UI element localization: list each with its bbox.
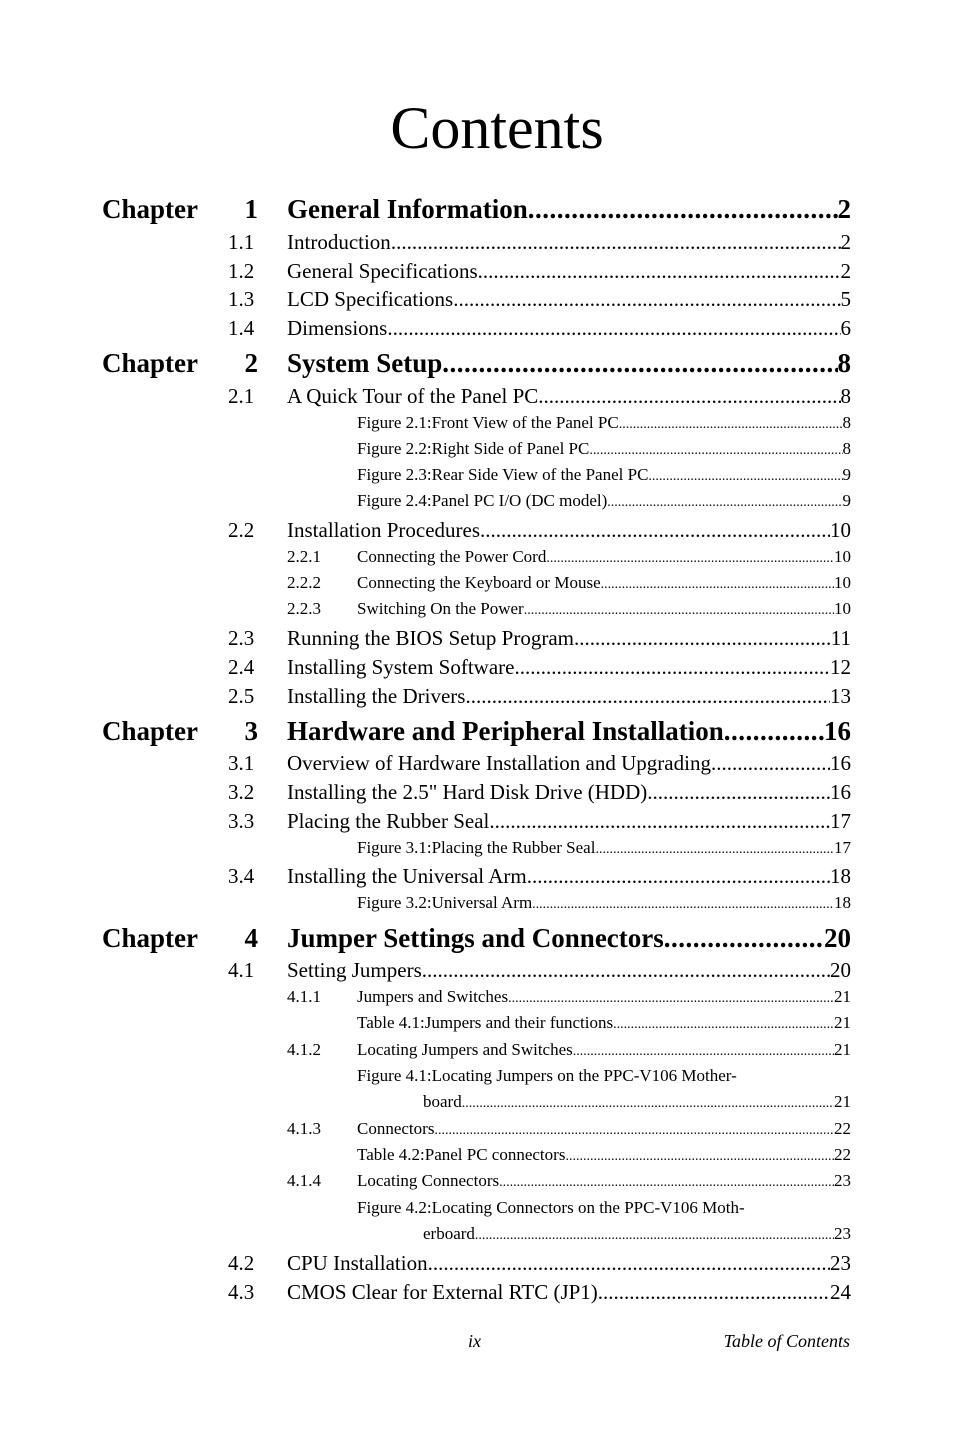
toc-title: Figure 2.3:Rear Side View of the Panel PC (357, 465, 649, 484)
toc-page: 2 (837, 194, 851, 224)
toc-title: Setting Jumpers (287, 958, 422, 982)
toc-section-1-3[interactable] (287, 286, 851, 312)
toc-page: 9 (842, 465, 851, 484)
toc-title: Table 4.2:Panel PC connectors (357, 1145, 566, 1164)
toc-page: 21 (834, 1040, 851, 1059)
toc-table-4-2[interactable] (357, 1144, 851, 1168)
chapter-label: Chapter (102, 923, 198, 953)
toc-figure-3-1[interactable] (357, 837, 851, 861)
toc-section-2-1[interactable] (287, 383, 851, 409)
toc-page: 5 (840, 287, 851, 311)
toc-page: 12 (830, 655, 851, 679)
toc-title: LCD Specifications (287, 287, 454, 311)
toc-title: board (423, 1092, 462, 1111)
toc-title: Overview of Hardware Installation and Upgrading (287, 751, 711, 775)
subsection-number: 2.2.1 (287, 547, 321, 566)
toc-title: Figure 2.4:Panel PC I/O (DC model) (357, 491, 608, 510)
section-number: 2.5 (228, 684, 255, 708)
toc-section-1-4[interactable] (287, 315, 851, 341)
toc-page: 23 (834, 1224, 851, 1243)
toc-section-1-2[interactable] (287, 258, 851, 284)
section-number: 3.4 (228, 864, 255, 888)
toc-title: Connectors (357, 1119, 435, 1138)
toc-title: Running the BIOS Setup Program (287, 626, 574, 650)
toc-title: Switching On the Power (357, 599, 524, 618)
toc-page: 22 (834, 1145, 851, 1164)
toc-title: Figure 2.1:Front View of the Panel PC (357, 413, 619, 432)
toc-figure-2-3[interactable] (357, 464, 851, 488)
section-number: 3.3 (228, 809, 255, 833)
section-number: 1.3 (228, 287, 255, 311)
toc-page: 23 (834, 1171, 851, 1190)
toc-section-2-3[interactable] (287, 625, 851, 651)
toc-section-4-1[interactable] (287, 957, 851, 983)
toc-page: 10 (834, 573, 851, 592)
toc-title: Placing the Rubber Seal (287, 809, 490, 833)
toc-page: 11 (830, 626, 851, 650)
toc-figure-4-2-line1[interactable]: Figure 4.2:Locating Connectors on the PPC-V106 Moth- (357, 1198, 745, 1217)
chapter-label: Chapter (102, 348, 198, 378)
toc-section-4-3[interactable] (287, 1279, 851, 1305)
toc-page: 20 (824, 923, 851, 953)
section-number: 3.2 (228, 780, 255, 804)
toc-subsection-2-2-3[interactable] (357, 598, 851, 622)
toc-page: 8 (842, 413, 851, 432)
toc-title: A Quick Tour of the Panel PC (287, 384, 539, 408)
toc-subsection-4-1-1[interactable] (357, 986, 851, 1010)
toc-page: 17 (834, 838, 851, 857)
toc-subsection-2-2-1[interactable] (357, 546, 851, 570)
toc-figure-4-1-line1[interactable]: Figure 4.1:Locating Jumpers on the PPC-V106 Mother- (357, 1066, 737, 1085)
toc-subsection-4-1-3[interactable] (357, 1118, 851, 1142)
section-number: 2.2 (228, 518, 255, 542)
toc-page: 8 (842, 439, 851, 458)
toc-page: 2 (840, 259, 851, 283)
toc-title: System Setup (287, 348, 443, 378)
section-number: 2.4 (228, 655, 255, 679)
toc-page: 21 (834, 1013, 851, 1032)
toc-page: 18 (834, 893, 851, 912)
toc-title: Jumper Settings and Connectors (287, 923, 664, 953)
toc-page: 20 (830, 958, 851, 982)
toc-page: 9 (842, 491, 851, 510)
section-number: 2.1 (228, 384, 255, 408)
toc-page: 13 (830, 684, 851, 708)
chapter-number: 4 (244, 923, 258, 953)
toc-figure-4-1[interactable] (423, 1091, 851, 1115)
subsection-number: 4.1.1 (287, 987, 321, 1006)
chapter-label: Chapter (102, 716, 198, 746)
toc-page: 23 (830, 1251, 851, 1275)
toc-figure-2-1[interactable] (357, 412, 851, 436)
footer-section-title: Table of Contents (723, 1331, 850, 1351)
toc-title: Figure 3.1:Placing the Rubber Seal (357, 838, 596, 857)
chapter-label: Chapter (102, 194, 198, 224)
toc-section-3-3[interactable] (287, 808, 851, 834)
toc-title: Locating Connectors (357, 1171, 500, 1190)
chapter-number: 1 (244, 194, 258, 224)
toc-section-2-2[interactable] (287, 517, 851, 543)
toc-title: General Specifications (287, 259, 478, 283)
toc-page: 16 (830, 780, 851, 804)
chapter-number: 3 (244, 716, 258, 746)
toc-page: 18 (830, 864, 851, 888)
toc-title: Connecting the Power Cord (357, 547, 547, 566)
toc-page: 10 (830, 518, 851, 542)
toc-title: Jumpers and Switches (357, 987, 509, 1006)
toc-title: Connecting the Keyboard or Mouse (357, 573, 601, 592)
toc-title: Installing the Drivers (287, 684, 466, 708)
toc-page: 8 (840, 384, 851, 408)
toc-page: 10 (834, 547, 851, 566)
subsection-number: 2.2.3 (287, 599, 321, 618)
toc-title: Installing System Software (287, 655, 515, 679)
footer-page-number: ix (468, 1331, 481, 1351)
section-number: 4.2 (228, 1251, 255, 1275)
toc-table-4-1[interactable] (357, 1012, 851, 1036)
toc-title: Figure 2.2:Right Side of Panel PC (357, 439, 590, 458)
section-number: 4.1 (228, 958, 255, 982)
toc-section-2-5[interactable] (287, 683, 851, 709)
toc-title: Introduction (287, 230, 391, 254)
toc-title: Hardware and Peripheral Installation (287, 716, 724, 746)
section-number: 3.1 (228, 751, 255, 775)
toc-title: Installing the 2.5" Hard Disk Drive (HDD) (287, 780, 648, 804)
toc-figure-3-2[interactable] (357, 892, 851, 916)
section-number: 2.3 (228, 626, 255, 650)
toc-subsection-2-2-2[interactable] (357, 572, 851, 596)
subsection-number: 4.1.3 (287, 1119, 321, 1138)
toc-chapter-1[interactable] (287, 193, 851, 225)
toc-section-3-2[interactable] (287, 779, 851, 805)
section-number: 1.4 (228, 316, 255, 340)
section-number: 1.1 (228, 230, 255, 254)
toc-page: 10 (834, 599, 851, 618)
toc-page: 21 (834, 1092, 851, 1111)
toc-section-3-1[interactable] (287, 750, 851, 776)
toc-title: CPU Installation (287, 1251, 428, 1275)
toc-section-4-2[interactable] (287, 1250, 851, 1276)
toc-subsection-4-1-4[interactable] (357, 1170, 851, 1194)
chapter-number: 2 (244, 348, 258, 378)
toc-title: erboard (423, 1224, 475, 1243)
toc-chapter-4[interactable] (287, 922, 851, 954)
toc-chapter-2[interactable] (287, 347, 851, 379)
toc-title: Figure 3.2:Universal Arm (357, 893, 533, 912)
toc-title: Locating Jumpers and Switches (357, 1040, 573, 1059)
page-title: Contents (390, 95, 604, 161)
toc-page: 2 (840, 230, 851, 254)
toc-chapter-3[interactable] (287, 715, 851, 747)
subsection-number: 2.2.2 (287, 573, 321, 592)
toc-page: 6 (840, 316, 851, 340)
toc-section-1-1[interactable] (287, 229, 851, 255)
toc-page: 16 (830, 751, 851, 775)
toc-subsection-4-1-2[interactable] (357, 1039, 851, 1063)
toc-title: General Information (287, 194, 528, 224)
toc-title: Installation Procedures (287, 518, 481, 542)
toc-page: 21 (834, 987, 851, 1006)
toc-page: 24 (830, 1280, 851, 1304)
toc-page: 16 (824, 716, 851, 746)
toc-section-3-4[interactable] (287, 863, 851, 889)
toc-figure-2-4[interactable] (357, 490, 851, 514)
toc-page: 22 (834, 1119, 851, 1138)
toc-title: Installing the Universal Arm (287, 864, 527, 888)
toc-page: 8 (837, 348, 851, 378)
toc-figure-4-2[interactable] (423, 1223, 851, 1247)
section-number: 1.2 (228, 259, 255, 283)
toc-page: 17 (830, 809, 851, 833)
subsection-number: 4.1.4 (287, 1171, 321, 1190)
toc-title: Dimensions (287, 316, 388, 340)
toc-section-2-4[interactable] (287, 654, 851, 680)
section-number: 4.3 (228, 1280, 255, 1304)
subsection-number: 4.1.2 (287, 1040, 321, 1059)
toc-title: CMOS Clear for External RTC (JP1) (287, 1280, 598, 1304)
toc-title: Table 4.1:Jumpers and their functions (357, 1013, 614, 1032)
toc-figure-2-2[interactable] (357, 438, 851, 462)
